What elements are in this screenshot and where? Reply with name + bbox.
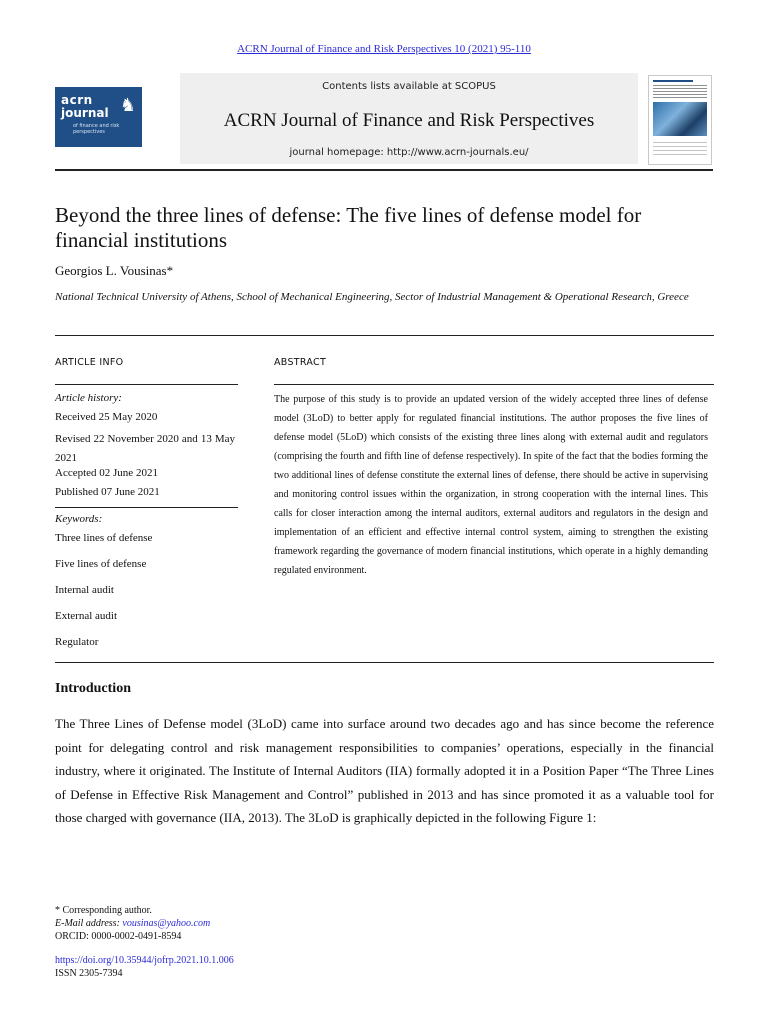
keyword-item: External audit <box>55 610 118 622</box>
contents-availability: Contents lists available at SCOPUS <box>322 81 496 92</box>
abstract-text: The purpose of this study is to provide an updated version of the widely accepted three lines of defense model (3LoD) to better apply for regulated financial institutions. The author proposes the five lines of defense model (5LoD) which consists of the existing three lines along with external audit and regulators (comprising the fourth and fifth line of defense respectively). In spite of the fact that the bodies forming the two additional lines of defense constitute the external lines of defense, there should be active in supervising and monitoring control issues within the organization, in strong cooperation with the internal lines. This calls for closer interaction among the internal auditors, external auditors and regulators in the design and implementation of an efficient and effective internal control system, aiming to strengthen the existing framework regarding the governance of modern financial institutions, which operate in a highly demanding regulated environment. <box>274 394 708 576</box>
revised-date: Revised 22 November 2020 and 13 May 2021 <box>55 433 235 464</box>
logo-line-2: journal <box>61 106 109 120</box>
issn: ISSN 2305-7394 <box>55 968 123 979</box>
logo-line-3: of finance and risk perspectives <box>73 123 120 135</box>
abstract-label: ABSTRACT <box>274 357 327 368</box>
keyword-item: Regulator <box>55 636 99 648</box>
journal-citation-link[interactable] <box>0 43 768 55</box>
introduction-body: The Three Lines of Defense model (3LoD) came into surface around two decades ago and has since become the reference point for delegating control and risk management responsibilities to companies’ operations, especially in the financial industry, where it originated. The Institute of Internal Auditors (IIA) formally adopted it in a Position Paper “The Three Lines of Defense in Effective Risk Management and Control” published in 2013 and has since promoted it as a valuable tool for those charged with governance (IIA, 2013). The 3LoD is graphically depicted in the following Figure 1: <box>55 716 714 825</box>
keyword-item: Five lines of defense <box>55 558 147 570</box>
author-name: Georgios L. Vousinas* <box>55 263 174 278</box>
doi-link[interactable]: https://doi.org/10.35944/jofrp.2021.10.1.006 <box>55 955 234 966</box>
header-center-panel <box>180 73 638 164</box>
header-rule <box>55 169 713 171</box>
journal-cover-thumbnail <box>648 75 712 165</box>
introduction-heading: Introduction <box>55 681 131 696</box>
journal-logo <box>55 87 142 147</box>
keywords-label: Keywords: <box>55 513 103 525</box>
corresponding-author-note: * Corresponding author. <box>55 905 152 916</box>
keywords-rule <box>55 507 238 508</box>
abstract-end-rule <box>55 662 714 663</box>
logo-line-1: acrn <box>61 93 93 107</box>
published-date: Published 07 June 2021 <box>55 486 160 498</box>
history-label: Article history: <box>55 392 122 404</box>
journal-header <box>55 73 712 164</box>
journal-homepage: journal homepage: http://www.acrn-journals.eu/ <box>289 147 529 158</box>
abstract-rule <box>274 384 714 385</box>
received-date: Received 25 May 2020 <box>55 411 158 423</box>
title-rule <box>55 335 714 336</box>
orcid: ORCID: 0000-0002-0491-8594 <box>55 931 182 942</box>
logo-mark-icon: ♞ <box>119 95 136 116</box>
keyword-item: Three lines of defense <box>55 532 153 544</box>
article-info-rule <box>55 384 238 385</box>
doi-line <box>55 955 234 966</box>
citation-link-text[interactable]: ACRN Journal of Finance and Risk Perspectives 10 (2021) 95-110 <box>237 43 531 55</box>
article-info-label: ARTICLE INFO <box>55 357 124 368</box>
paper-title: Beyond the three lines of defense: The five lines of defense model for financial institutions <box>55 203 642 252</box>
email-link[interactable]: vousinas@yahoo.com <box>122 918 211 929</box>
author-affiliation: National Technical University of Athens, School of Mechanical Engineering, Sector of Industrial Management & Operational Research, Greece <box>55 291 689 303</box>
journal-title: ACRN Journal of Finance and Risk Perspectives <box>223 110 595 131</box>
keyword-item: Internal audit <box>55 584 114 596</box>
email-label: E-Mail address: <box>55 918 120 929</box>
accepted-date: Accepted 02 June 2021 <box>55 467 158 479</box>
email-line <box>55 918 210 929</box>
